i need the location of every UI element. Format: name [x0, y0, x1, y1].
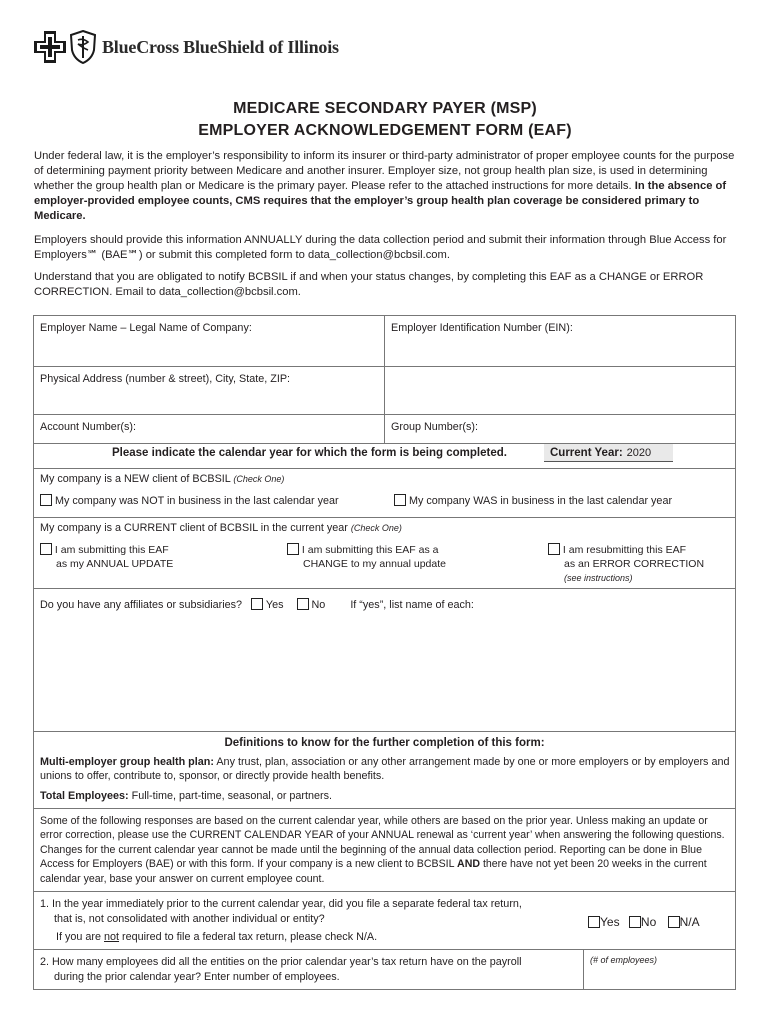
- checkbox[interactable]: [588, 916, 600, 928]
- divider: [384, 414, 385, 443]
- change-text: I am submitting this EAF as a: [301, 544, 439, 556]
- checkbox[interactable]: [629, 916, 641, 928]
- was-in-business-option[interactable]: [394, 494, 672, 507]
- form-title-line2: EMPLOYER ACKNOWLEDGEMENT FORM (EAF): [198, 122, 572, 139]
- current-client-label: [40, 522, 402, 534]
- q2-text-1: 2. How many employees did all the entities on the prior calendar year’s tax return have on the payroll: [40, 956, 522, 968]
- was-in-business-text: My company WAS in business in the last calendar year: [409, 495, 673, 507]
- new-client-label: [40, 473, 284, 485]
- divider: [583, 949, 584, 989]
- account-number-label: Account Number(s):: [40, 421, 137, 433]
- brand-name: BlueCross BlueShield of Illinois: [102, 36, 339, 57]
- blue-cross-icon: [34, 31, 66, 63]
- checkbox[interactable]: [40, 494, 52, 506]
- total-employees-label: Total Employees:: [40, 790, 129, 802]
- definitions-title: Definitions to know for the further completion of this form:: [224, 737, 545, 749]
- checkbox[interactable]: [40, 543, 52, 555]
- annual-update-text: I am submitting this EAF: [54, 544, 169, 556]
- address-row[interactable]: [34, 366, 735, 416]
- total-employees-text: Full-time, part-time, seasonal, or partners.: [131, 790, 333, 802]
- affiliates-question: [40, 598, 474, 611]
- current-year-label: Current Year:: [550, 446, 623, 459]
- multi-employer-text: Any trust, plan, association or any other arrangement made by one or more employers or by employers and unions to offer, contribute to, sponsor, or directly provide health benefits.: [40, 756, 730, 782]
- q1-no-label: No: [640, 915, 657, 929]
- question-1-row: [34, 891, 735, 892]
- question-2: [40, 955, 522, 984]
- q1-text-3a: If you are: [56, 931, 102, 943]
- not-in-business-text: My company was NOT in business in the last calendar year: [55, 495, 339, 507]
- annual-update-option[interactable]: [40, 543, 173, 571]
- checkbox[interactable]: [548, 543, 560, 555]
- multi-employer-label: Multi-employer group health plan:: [40, 756, 214, 768]
- if-yes-label: If “yes”, list name of each:: [350, 599, 474, 611]
- q1-text-3b: required to file a federal tax return, please check N/A.: [122, 931, 378, 943]
- q1-text-2: that is, not consolidated with another individual or entity?: [54, 912, 325, 925]
- note-text: Some of the following responses are based on the current calendar year, while others are based on the prior year. Unless making an update or error correction, please use the CURRENT CALENDAR YEAR of your ANNUAL renewal as ‘current year’ when answering the following questions. Changes for the current calendar year cannot be made until the beginning of the annual data collection period. Reporting can be done in Blue Access for Employers (BAE) or with this form. If your company is a new client to BCBSIL: [40, 815, 725, 871]
- intro-text: Under federal law, it is the employer’s responsibility to inform its insurer or third-party administrator of proper employee counts for the purpose of determining payment priority between Medicare and another insurer. Employer size, not group health plan size, is used in determining whether the group health plan or Medicare is the primary payer. Please refer to the attached instructions for more details.: [34, 150, 735, 192]
- new-client-row: [34, 468, 735, 469]
- error-correction-option[interactable]: [548, 543, 704, 585]
- current-client-text: My company is a CURRENT client of BCBSIL in the current year: [40, 522, 348, 534]
- intro-bold-text: In the absence of employer-provided employee counts, CMS requires that the employer’s group health plan coverage be considered primary to Medicare.: [34, 180, 727, 222]
- check-one-note: (Check One): [233, 474, 285, 484]
- logo: [34, 30, 339, 64]
- intro-paragraph-2: Employers should provide this information ANNUALLY during the data collection period and submit their information through Blue Access for Employers℠ (BAE℠) or submit this completed form to data_collection@bcbsil.com.: [34, 234, 727, 261]
- question-2-row: [34, 949, 735, 950]
- change-text-2: CHANGE to my annual update: [303, 558, 446, 570]
- form-title-line1: MEDICARE SECONDARY PAYER (MSP): [233, 100, 537, 117]
- q1-options: [588, 915, 700, 929]
- no-label: No: [311, 599, 326, 611]
- total-employees-definition: [40, 790, 332, 802]
- employer-name-label: Employer Name – Legal Name of Company:: [40, 322, 252, 334]
- not-in-business-option[interactable]: [40, 494, 339, 507]
- q2-text-2: during the prior calendar year? Enter number of employees.: [54, 970, 340, 983]
- q1-not: not: [104, 931, 120, 943]
- group-number-label: Group Number(s):: [391, 421, 478, 433]
- num-employees-field[interactable]: (# of employees): [590, 955, 658, 965]
- definitions-row: [34, 731, 735, 732]
- q1-text-3: [56, 930, 377, 945]
- blue-shield-icon: [70, 30, 96, 64]
- new-client-text: My company is a NEW client of BCBSIL: [40, 473, 231, 485]
- current-client-row: [34, 517, 735, 518]
- affiliates-row: [34, 588, 735, 589]
- affiliates-text: Do you have any affiliates or subsidiaries?: [40, 599, 243, 611]
- annual-update-text-2: as my ANNUAL UPDATE: [56, 558, 174, 570]
- checkbox[interactable]: [297, 598, 309, 610]
- current-year-field[interactable]: [544, 444, 673, 462]
- form-table: [33, 315, 736, 990]
- instructions-note: [40, 814, 732, 886]
- multi-employer-definition: [40, 755, 730, 783]
- note-and: AND: [457, 858, 480, 871]
- q1-text-1: 1. In the year immediately prior to the current calendar year, did you file a separate federal tax return,: [40, 898, 522, 910]
- checkbox[interactable]: [394, 494, 406, 506]
- note-row: [34, 808, 735, 809]
- note-tail: there have not yet been 20 weeks in the current calendar year, base your answer on current employee count.: [40, 858, 707, 885]
- q1-na-label: N/A: [679, 915, 700, 929]
- checkbox[interactable]: [668, 916, 680, 928]
- address-label: Physical Address (number & street), City, State, ZIP:: [40, 373, 291, 385]
- error-correction-text-2: as an ERROR CORRECTION: [564, 558, 705, 570]
- checkbox[interactable]: [251, 598, 263, 610]
- error-correction-text: I am resubmitting this EAF: [562, 544, 687, 556]
- see-instructions-note: (see instructions): [564, 573, 633, 583]
- year-prompt: Please indicate the calendar year for which the form is being completed.: [112, 447, 507, 459]
- yes-label: Yes: [265, 599, 284, 611]
- current-year-value[interactable]: 2020: [626, 446, 652, 459]
- question-1: [40, 897, 522, 945]
- q1-yes-label: Yes: [600, 915, 620, 929]
- intro-paragraph-3: Understand that you are obligated to notify BCBSIL if and when your status changes, by completing this EAF as a CHANGE or ERROR CORRECTION. Email to data_collection@bcbsil.com.: [34, 271, 704, 298]
- ein-label: Employer Identification Number (EIN):: [391, 322, 573, 334]
- intro-paragraph-1: [34, 149, 739, 224]
- checkbox[interactable]: [287, 543, 299, 555]
- change-option[interactable]: [287, 543, 446, 571]
- check-one-note: (Check One): [350, 523, 402, 533]
